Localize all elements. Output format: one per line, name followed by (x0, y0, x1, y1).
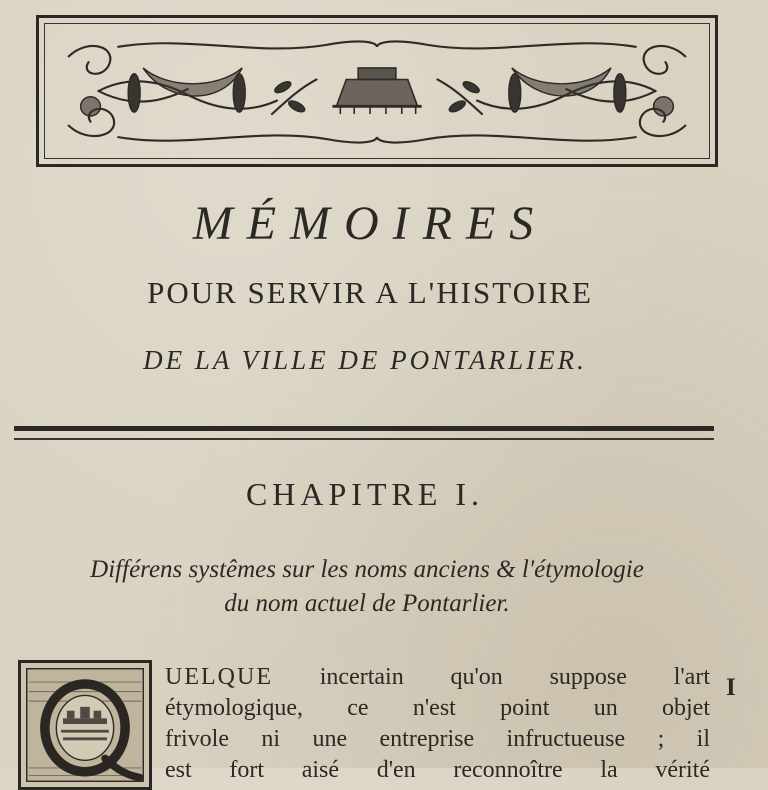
chapter-summary-line: Différens systêmes sur les noms anciens & l'étymologie (90, 556, 644, 583)
body-line: étymologique, ce n'est point un objet (165, 695, 710, 721)
body-paragraph (165, 662, 710, 786)
body-lead-small-caps: UELQUE (165, 664, 273, 690)
chapter-summary-line: du nom actuel de Pontarlier. (224, 590, 510, 617)
divider-thin (14, 438, 714, 440)
page-subtitle-town: DE LA VILLE DE PONTARLIER. (143, 345, 587, 375)
body-line (165, 662, 710, 693)
ornamental-headpiece-icon (36, 15, 718, 167)
drop-cap-q-icon (18, 660, 152, 790)
body-line-rest: incertain qu'on suppose l'art (272, 664, 710, 690)
body-line: frivole ni une entreprise infructueuse ; il (165, 726, 710, 752)
page-subtitle: POUR SERVIR A L'HISTOIRE (147, 275, 593, 310)
divider-thick (14, 426, 714, 431)
margin-number: I (726, 674, 736, 701)
body-line: est fort aisé d'en reconnoître la vérité (165, 757, 710, 783)
page-title: MÉMOIRES (192, 197, 548, 250)
chapter-heading: CHAPITRE I. (245, 476, 485, 512)
chapter-summary (12, 553, 722, 621)
